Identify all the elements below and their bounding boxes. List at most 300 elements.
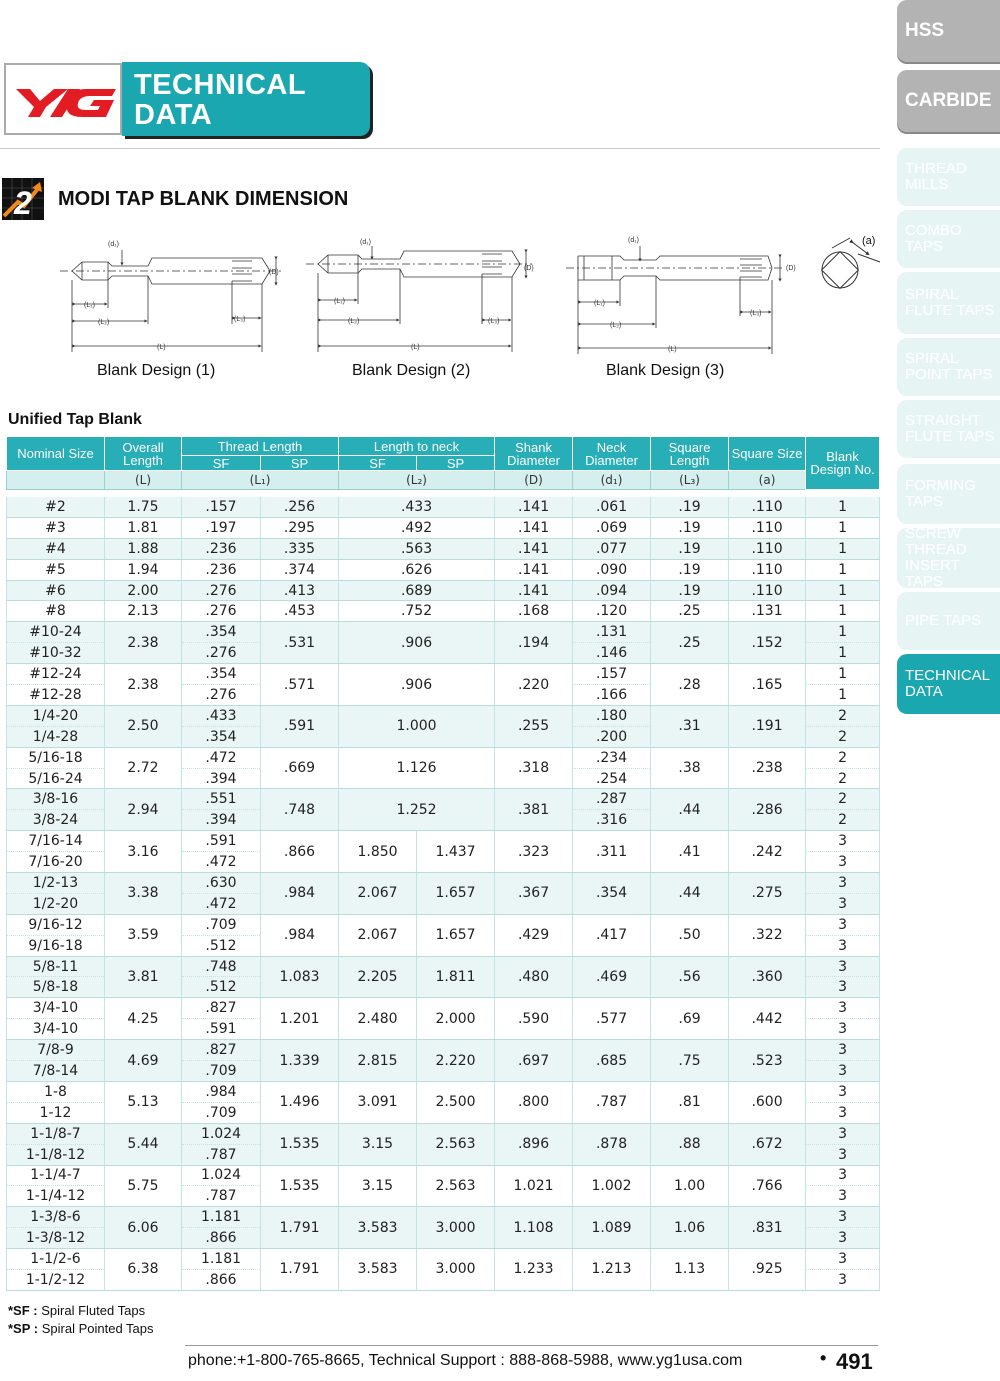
nominal-size: 1-1/4-12 <box>7 1186 105 1207</box>
neck-diameter: .234 <box>573 747 651 768</box>
svg-text:(L): (L) <box>157 344 166 351</box>
neck-sp: 1.437 <box>417 831 495 873</box>
overall-length: 1.75 <box>105 497 182 517</box>
thread-sp: 1.791 <box>261 1249 339 1291</box>
neck-diameter: .180 <box>573 705 651 726</box>
blank-design: 1 <box>806 538 880 559</box>
square-length: .19 <box>651 538 729 559</box>
nominal-size: 1-1/8-7 <box>7 1123 105 1144</box>
side-tab-carbide[interactable] <box>897 70 1000 132</box>
overall-length: 1.94 <box>105 559 182 580</box>
thread-sp: .748 <box>261 789 339 831</box>
overall-length: 2.13 <box>105 601 182 622</box>
blank-design: 3 <box>806 1081 880 1102</box>
square-length: 1.06 <box>651 1207 729 1249</box>
caption-design-1: Blank Design (1) <box>97 362 216 379</box>
footer-bullet: • <box>820 1348 827 1368</box>
neck-diameter: .077 <box>573 538 651 559</box>
square-length: .19 <box>651 580 729 601</box>
square-size: .238 <box>729 747 806 789</box>
thread-sp: .256 <box>261 497 339 517</box>
overall-length: 6.38 <box>105 1249 182 1291</box>
nominal-size: 3/4-10 <box>7 998 105 1019</box>
sym-L2: (L₂) <box>339 471 495 490</box>
square-length: 1.13 <box>651 1249 729 1291</box>
svg-text:2: 2 <box>14 185 32 220</box>
nominal-size: 7/8-14 <box>7 1061 105 1082</box>
square-size: .165 <box>729 664 806 706</box>
thread-sf: 1.181 <box>182 1207 261 1228</box>
overall-length: 5.44 <box>105 1123 182 1165</box>
table-row <box>7 705 880 726</box>
shank-diameter: .141 <box>495 538 573 559</box>
blank-design: 3 <box>806 893 880 914</box>
shank-diameter: .318 <box>495 747 573 789</box>
blank-design: 3 <box>806 873 880 894</box>
overall-length: 5.13 <box>105 1081 182 1123</box>
neck-diameter: .417 <box>573 914 651 956</box>
side-tab-label: STRAIGHT FLUTE TAPS <box>905 412 995 445</box>
svg-text:(L₃): (L₃) <box>750 310 762 317</box>
blank-design: 3 <box>806 1165 880 1186</box>
length-to-neck: .492 <box>339 517 495 538</box>
col-thread-sf: SF <box>182 456 261 471</box>
nominal-size: 1-1/4-7 <box>7 1165 105 1186</box>
neck-diameter: .878 <box>573 1123 651 1165</box>
shank-diameter: .800 <box>495 1081 573 1123</box>
length-to-neck: .752 <box>339 601 495 622</box>
table-row <box>7 1081 880 1102</box>
side-tab-label: FORMING TAPS <box>905 477 976 510</box>
svg-text:(L₂): (L₂) <box>610 322 622 329</box>
overall-length: 2.38 <box>105 664 182 706</box>
label-a: (a) <box>862 235 876 247</box>
neck-sf: 1.850 <box>339 831 417 873</box>
shank-diameter: .255 <box>495 705 573 747</box>
blank-design-3-labels <box>594 237 796 353</box>
neck-diameter: 1.213 <box>573 1249 651 1291</box>
length-to-neck: 1.252 <box>339 789 495 831</box>
blank-design: 3 <box>806 1186 880 1207</box>
square-size: .110 <box>729 580 806 601</box>
page-title <box>134 70 306 130</box>
table-row <box>7 747 880 768</box>
svg-text:(d₁): (d₁) <box>108 241 119 248</box>
table-row <box>7 664 880 685</box>
caption-design-3: Blank Design (3) <box>606 362 725 379</box>
thread-sf: .354 <box>182 726 261 747</box>
side-tab-label: PIPE TAPS <box>905 612 982 629</box>
neck-sp: 2.500 <box>417 1081 495 1123</box>
length-to-neck: .689 <box>339 580 495 601</box>
thread-sf: .472 <box>182 747 261 768</box>
square-length: .41 <box>651 831 729 873</box>
square-size: .110 <box>729 538 806 559</box>
sym-L: (L) <box>105 471 182 490</box>
overall-length: 3.38 <box>105 873 182 915</box>
neck-sf: 3.15 <box>339 1165 417 1207</box>
neck-sp: 2.000 <box>417 998 495 1040</box>
side-tab-technical-data[interactable] <box>897 654 1000 714</box>
nominal-size: 1-8 <box>7 1081 105 1102</box>
square-length: .88 <box>651 1123 729 1165</box>
side-tab-thread-mills[interactable] <box>897 148 1000 206</box>
blank-design: 3 <box>806 1228 880 1249</box>
divider <box>0 148 880 149</box>
blank-design: 1 <box>806 601 880 622</box>
side-tab-label: HSS <box>905 20 945 41</box>
thread-sf: .197 <box>182 517 261 538</box>
neck-sp: 3.000 <box>417 1249 495 1291</box>
side-tab-spiral-flute-taps[interactable] <box>897 272 1000 334</box>
blank-design: 3 <box>806 998 880 1019</box>
square-length: .75 <box>651 1040 729 1082</box>
thread-sf: 1.181 <box>182 1249 261 1270</box>
thread-sf: .276 <box>182 643 261 664</box>
svg-text:(L): (L) <box>411 344 420 351</box>
side-tab-straight-flute-taps[interactable] <box>897 400 1000 458</box>
svg-text:(L₃): (L₃) <box>488 318 500 325</box>
nominal-size: 7/8-9 <box>7 1040 105 1061</box>
col-thread-sp: SP <box>261 456 339 471</box>
square-size: .925 <box>729 1249 806 1291</box>
square-length: .56 <box>651 956 729 998</box>
neck-sp: 3.000 <box>417 1207 495 1249</box>
neck-sp: 2.563 <box>417 1165 495 1207</box>
blank-design: 2 <box>806 789 880 810</box>
table-row <box>7 789 880 810</box>
square-length: .28 <box>651 664 729 706</box>
nominal-size: #8 <box>7 601 105 622</box>
length-to-neck: .906 <box>339 622 495 664</box>
square-size: .110 <box>729 559 806 580</box>
blank-design: 3 <box>806 1040 880 1061</box>
col-shank-diameter: Shank Diameter <box>495 437 573 471</box>
neck-sf: 3.583 <box>339 1249 417 1291</box>
square-length: .25 <box>651 622 729 664</box>
svg-text:(L₁): (L₁) <box>594 300 605 307</box>
neck-sp: 1.657 <box>417 914 495 956</box>
blank-design: 3 <box>806 1249 880 1270</box>
neck-diameter: .131 <box>573 622 651 643</box>
thread-sf: .827 <box>182 998 261 1019</box>
sym-a: (a) <box>729 471 806 490</box>
svg-text:(L₁): (L₁) <box>334 298 345 305</box>
svg-text:(L₃): (L₃) <box>234 316 246 323</box>
neck-diameter: .200 <box>573 726 651 747</box>
col-neck-sp: SP <box>417 456 495 471</box>
neck-sf: 2.480 <box>339 998 417 1040</box>
square-size: .110 <box>729 497 806 517</box>
neck-diameter: .069 <box>573 517 651 538</box>
side-tab-label: CARBIDE <box>905 90 992 111</box>
shank-diameter: .194 <box>495 622 573 664</box>
length-to-neck: .906 <box>339 664 495 706</box>
footer-divider <box>185 1345 878 1346</box>
col-length-to-neck: Length to neck <box>339 437 495 456</box>
neck-diameter: .685 <box>573 1040 651 1082</box>
thread-sp: .453 <box>261 601 339 622</box>
table-row <box>7 1040 880 1061</box>
caption-design-2: Blank Design (2) <box>352 362 471 379</box>
thread-sf: .866 <box>182 1269 261 1290</box>
nominal-size: #12-24 <box>7 664 105 685</box>
thread-sp: .866 <box>261 831 339 873</box>
thread-sf: .354 <box>182 664 261 685</box>
yg-logo <box>4 63 122 135</box>
thread-sp: .669 <box>261 747 339 789</box>
thread-sp: .984 <box>261 873 339 915</box>
shank-diameter: .480 <box>495 956 573 998</box>
neck-diameter: .354 <box>573 873 651 915</box>
blank-design: 1 <box>806 559 880 580</box>
header-banner <box>0 60 372 138</box>
neck-diameter: 1.002 <box>573 1165 651 1207</box>
length-to-neck: .626 <box>339 559 495 580</box>
length-to-neck: .563 <box>339 538 495 559</box>
neck-diameter: .469 <box>573 956 651 998</box>
neck-diameter: .311 <box>573 831 651 873</box>
svg-text:(D): (D) <box>524 265 534 272</box>
footnotes <box>8 1302 154 1338</box>
neck-sp: 1.657 <box>417 873 495 915</box>
col-neck-diameter: Neck Diameter <box>573 437 651 471</box>
col-square-length: Square Length <box>651 437 729 471</box>
table-row <box>7 873 880 894</box>
sym-blank <box>7 471 105 490</box>
thread-sp: .984 <box>261 914 339 956</box>
length-to-neck: 1.126 <box>339 747 495 789</box>
nominal-size: #4 <box>7 538 105 559</box>
nominal-size: 9/16-18 <box>7 935 105 956</box>
side-tab-hss[interactable] <box>897 0 1000 62</box>
shank-diameter: .590 <box>495 998 573 1040</box>
unified-tap-blank-table <box>6 436 880 1291</box>
thread-sf: .472 <box>182 852 261 873</box>
overall-length: 2.72 <box>105 747 182 789</box>
nominal-size: 5/16-18 <box>7 747 105 768</box>
thread-sf: .394 <box>182 810 261 831</box>
nominal-size: 5/8-18 <box>7 977 105 998</box>
side-tab-screw-thread-insert-taps[interactable] <box>897 525 1000 590</box>
blank-design: 3 <box>806 1269 880 1290</box>
side-tab-label: TECHNICAL DATA <box>905 667 990 700</box>
col-thread-length: Thread Length <box>182 437 339 456</box>
thread-sp: .413 <box>261 580 339 601</box>
thread-sf: .236 <box>182 538 261 559</box>
table-row <box>7 998 880 1019</box>
side-tab-label: THREAD MILLS <box>905 160 967 193</box>
nominal-size: 3/4-10 <box>7 1019 105 1040</box>
square-size: .523 <box>729 1040 806 1082</box>
note-sp: *SP : Spiral Pointed Taps <box>8 1321 154 1336</box>
svg-text:(L₂): (L₂) <box>348 318 360 325</box>
nominal-size: 3/8-24 <box>7 810 105 831</box>
svg-text:(d₁): (d₁) <box>360 239 371 246</box>
shank-diameter: .429 <box>495 914 573 956</box>
square-size: .600 <box>729 1081 806 1123</box>
nominal-size: 1-3/8-6 <box>7 1207 105 1228</box>
neck-diameter: .094 <box>573 580 651 601</box>
thread-sf: .709 <box>182 1102 261 1123</box>
blank-design: 1 <box>806 580 880 601</box>
svg-text:(D): (D) <box>786 265 796 272</box>
nominal-size: 1-1/2-12 <box>7 1269 105 1290</box>
col-nominal-size: Nominal Size <box>7 437 105 471</box>
overall-length: 2.38 <box>105 622 182 664</box>
thread-sf: .787 <box>182 1144 261 1165</box>
blank-design: 3 <box>806 1123 880 1144</box>
nominal-size: #6 <box>7 580 105 601</box>
table-row <box>7 497 880 517</box>
square-size: .442 <box>729 998 806 1040</box>
section-number-icon <box>2 178 44 220</box>
nominal-size: 5/8-11 <box>7 956 105 977</box>
col-square-size: Square Size <box>729 437 806 471</box>
side-tab-combo-taps[interactable] <box>897 210 1000 268</box>
table-title: Unified Tap Blank <box>8 411 142 428</box>
neck-sf: 3.583 <box>339 1207 417 1249</box>
thread-sf: 1.024 <box>182 1165 261 1186</box>
nominal-size: #2 <box>7 497 105 517</box>
length-to-neck: 1.000 <box>339 705 495 747</box>
neck-diameter: 1.089 <box>573 1207 651 1249</box>
svg-text:(L₁): (L₁) <box>84 302 95 309</box>
overall-length: 1.81 <box>105 517 182 538</box>
page-title-line1: TECHNICAL <box>134 69 307 101</box>
shank-diameter: .141 <box>495 559 573 580</box>
square-size: .191 <box>729 705 806 747</box>
neck-diameter: .287 <box>573 789 651 810</box>
blank-design: 2 <box>806 810 880 831</box>
table-row <box>7 580 880 601</box>
blank-design: 3 <box>806 852 880 873</box>
blank-design: 2 <box>806 747 880 768</box>
svg-text:(D): (D) <box>269 269 279 276</box>
shank-diameter: .367 <box>495 873 573 915</box>
nominal-size: 1-1/2-6 <box>7 1249 105 1270</box>
neck-diameter: .090 <box>573 559 651 580</box>
square-size: .360 <box>729 956 806 998</box>
thread-sf: .748 <box>182 956 261 977</box>
square-size: .275 <box>729 873 806 915</box>
blank-design: 3 <box>806 935 880 956</box>
col-blank-design: Blank Design No. <box>806 437 880 490</box>
side-tab-label: SCREW THREAD INSERT TAPS <box>905 525 967 590</box>
neck-sf: 3.15 <box>339 1123 417 1165</box>
thread-sp: .295 <box>261 517 339 538</box>
sym-L3: (L₃) <box>651 471 729 490</box>
square-length: .19 <box>651 559 729 580</box>
thread-sf: .472 <box>182 893 261 914</box>
side-tab-spiral-point-taps[interactable] <box>897 338 1000 396</box>
overall-length: 3.81 <box>105 956 182 998</box>
blank-design: 3 <box>806 914 880 935</box>
page-number: 491 <box>836 1349 873 1374</box>
nominal-size: 7/16-14 <box>7 831 105 852</box>
nominal-size: #10-24 <box>7 622 105 643</box>
square-length: .19 <box>651 497 729 517</box>
sym-d1: (d₁) <box>573 471 651 490</box>
thread-sf: .512 <box>182 977 261 998</box>
blank-design: 2 <box>806 768 880 789</box>
overall-length: 2.50 <box>105 705 182 747</box>
thread-sp: 1.791 <box>261 1207 339 1249</box>
side-tab-forming-taps[interactable] <box>897 464 1000 524</box>
sym-D: (D) <box>495 471 573 490</box>
overall-length: 4.25 <box>105 998 182 1040</box>
blank-design: 3 <box>806 977 880 998</box>
side-tab-pipe-taps[interactable] <box>897 592 1000 650</box>
blank-design: 3 <box>806 1102 880 1123</box>
col-overall-length: Overall Length <box>105 437 182 471</box>
length-to-neck: .433 <box>339 497 495 517</box>
square-length: .38 <box>651 747 729 789</box>
table-row <box>7 1207 880 1228</box>
note-sf: *SF : Spiral Fluted Taps <box>8 1303 146 1318</box>
nominal-size: 1-1/8-12 <box>7 1144 105 1165</box>
thread-sf: .709 <box>182 1061 261 1082</box>
neck-sf: 2.815 <box>339 1040 417 1082</box>
neck-sp: 2.563 <box>417 1123 495 1165</box>
blank-design-2-labels <box>334 239 534 351</box>
blank-design: 1 <box>806 664 880 685</box>
table-row <box>7 517 880 538</box>
svg-text:(L): (L) <box>668 346 677 353</box>
blank-design: 1 <box>806 517 880 538</box>
table-row <box>7 914 880 935</box>
overall-length: 3.59 <box>105 914 182 956</box>
thread-sp: 1.535 <box>261 1123 339 1165</box>
thread-sp: 1.083 <box>261 956 339 998</box>
thread-sf: .512 <box>182 935 261 956</box>
thread-sf: .551 <box>182 789 261 810</box>
blank-design: 3 <box>806 1144 880 1165</box>
side-tab-label: SPIRAL FLUTE TAPS <box>905 286 995 319</box>
thread-sf: .394 <box>182 768 261 789</box>
shank-diameter: 1.233 <box>495 1249 573 1291</box>
blank-design: 3 <box>806 956 880 977</box>
thread-sf: .827 <box>182 1040 261 1061</box>
table-row <box>7 601 880 622</box>
thread-sf: .276 <box>182 580 261 601</box>
square-size: .322 <box>729 914 806 956</box>
overall-length: 1.88 <box>105 538 182 559</box>
shank-diameter: .220 <box>495 664 573 706</box>
neck-sp: 1.811 <box>417 956 495 998</box>
blank-design-1-drawing <box>60 250 282 352</box>
neck-diameter: .577 <box>573 998 651 1040</box>
thread-sf: .630 <box>182 873 261 894</box>
neck-sf: 2.205 <box>339 956 417 998</box>
thread-sf: .591 <box>182 1019 261 1040</box>
overall-length: 6.06 <box>105 1207 182 1249</box>
square-size: .286 <box>729 789 806 831</box>
neck-diameter: .254 <box>573 768 651 789</box>
thread-sf: .866 <box>182 1228 261 1249</box>
blank-design: 1 <box>806 685 880 706</box>
thread-sf: .236 <box>182 559 261 580</box>
nominal-size: 5/16-24 <box>7 768 105 789</box>
shank-diameter: .896 <box>495 1123 573 1165</box>
svg-text:(L₂): (L₂) <box>98 319 110 326</box>
nominal-size: 1-3/8-12 <box>7 1228 105 1249</box>
nominal-size: 1/2-20 <box>7 893 105 914</box>
square-length: 1.00 <box>651 1165 729 1207</box>
thread-sf: .591 <box>182 831 261 852</box>
thread-sp: .531 <box>261 622 339 664</box>
thread-sp: .591 <box>261 705 339 747</box>
